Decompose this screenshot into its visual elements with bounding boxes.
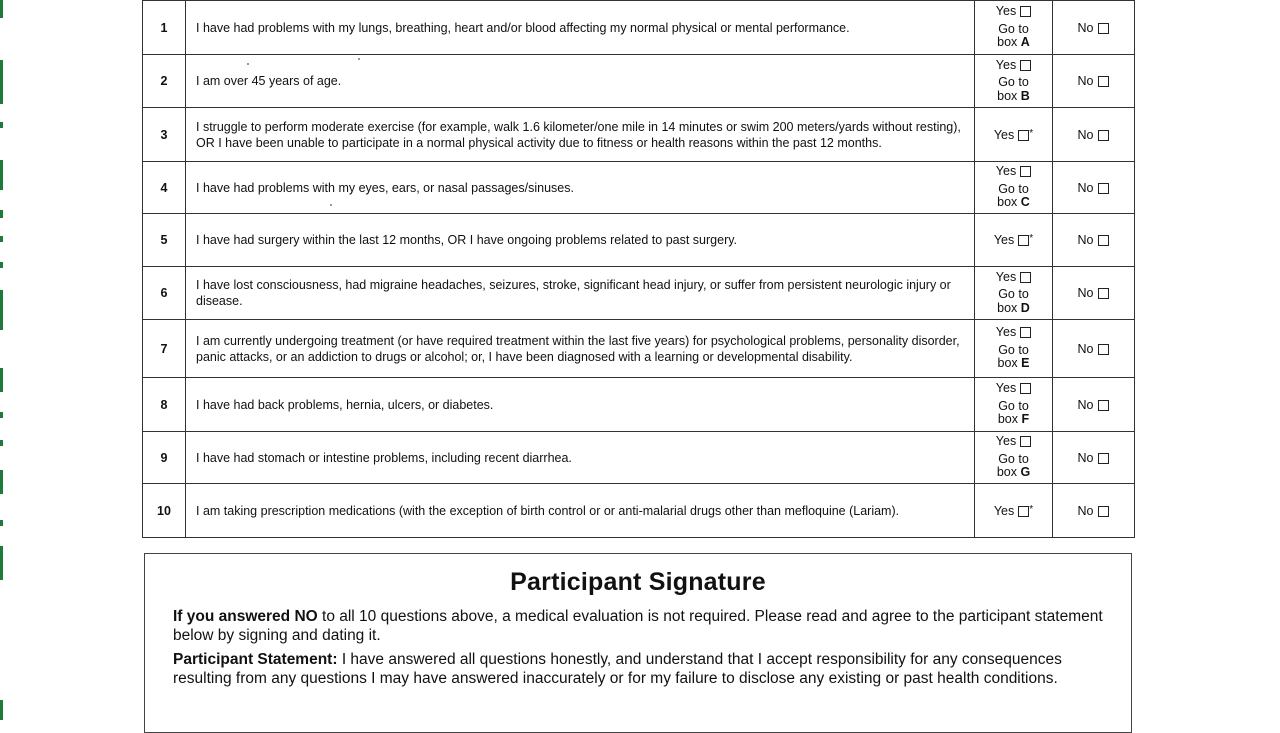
question-row [143, 1, 1135, 55]
yes-checkbox[interactable] [1018, 506, 1029, 517]
no-label: No [1077, 503, 1094, 518]
goto-box-letter: B [1020, 88, 1030, 103]
goto-instruction [997, 453, 1030, 480]
question-number: 6 [143, 267, 186, 320]
question-row [143, 378, 1135, 432]
yes-cell [975, 55, 1053, 108]
question-number: 5 [143, 214, 186, 267]
yes-label: Yes [995, 164, 1017, 179]
yes-cell [975, 320, 1053, 378]
goto-box-letter: D [1020, 300, 1030, 315]
question-text: I have had stomach or intestine problems, including recent diarrhea. [186, 432, 975, 484]
question-text: I have had surgery within the last 12 months, OR I have ongoing problems related to past surgery. [186, 214, 975, 267]
no-cell [1053, 214, 1135, 267]
goto-box-label: box [996, 465, 1017, 480]
question-text: I have had back problems, hernia, ulcers, or diabetes. [186, 378, 975, 432]
asterisk-note: * [1029, 503, 1034, 515]
question-text: I have had problems with my eyes, ears, or nasal passages/sinuses. [186, 162, 975, 214]
no-checkbox[interactable] [1098, 23, 1109, 34]
yes-cell [975, 162, 1053, 214]
yes-label: Yes [993, 503, 1015, 518]
question-row [143, 320, 1135, 378]
no-label: No [1077, 180, 1094, 195]
question-text: I struggle to perform moderate exercise (for example, walk 1.6 kilometer/one mile in 14 minutes or swim 200 meters/yards without resting), OR I have been unable to participate in a normal physical activity due to fitness or health reasons within the past 12 months. [186, 108, 975, 162]
goto-box-letter: C [1020, 195, 1030, 210]
no-label: No [1077, 233, 1094, 247]
question-number: 7 [143, 320, 186, 378]
goto-label: Go to [998, 342, 1029, 357]
no-checkbox[interactable] [1098, 453, 1109, 464]
goto-box-label: box [997, 356, 1018, 371]
no-label: No [1077, 341, 1094, 356]
goto-box-label: box [997, 300, 1018, 315]
goto-box-letter: A [1020, 35, 1030, 50]
question-number: 2 [143, 55, 186, 108]
asterisk-note: * [1029, 233, 1034, 244]
goto-instruction [997, 183, 1030, 210]
no-checkbox[interactable] [1098, 288, 1109, 299]
goto-box-letter: E [1021, 356, 1030, 371]
no-cell [1053, 1, 1135, 55]
question-row [143, 267, 1135, 320]
goto-box-label: box [997, 195, 1018, 210]
goto-label: Go to [998, 398, 1029, 413]
yes-checkbox[interactable] [1020, 327, 1031, 338]
question-number: 8 [143, 378, 186, 432]
goto-box-label: box [997, 412, 1019, 427]
goto-instruction [998, 344, 1030, 371]
yes-checkbox[interactable] [1018, 235, 1029, 246]
no-cell [1053, 432, 1135, 484]
question-row [143, 432, 1135, 484]
no-cell [1053, 55, 1135, 108]
yes-label: Yes [995, 57, 1017, 72]
yes-label: Yes [993, 127, 1015, 142]
goto-label: Go to [998, 451, 1029, 466]
goto-label: Go to [998, 181, 1029, 196]
yes-cell [975, 378, 1053, 432]
yes-label: Yes [995, 325, 1017, 340]
health-questions-table [142, 0, 1135, 538]
yes-label: Yes [993, 233, 1015, 247]
scan-speck [330, 204, 332, 206]
no-checkbox[interactable] [1098, 183, 1109, 194]
yes-cell [975, 432, 1053, 484]
scan-speck [247, 63, 249, 65]
question-row [143, 108, 1135, 162]
goto-box-label: box [997, 35, 1018, 50]
yes-cell [975, 108, 1053, 162]
no-cell [1053, 162, 1135, 214]
no-label: No [1077, 450, 1094, 465]
goto-box-label: box [997, 88, 1018, 103]
no-cell [1053, 484, 1135, 538]
no-label: No [1077, 397, 1094, 412]
no-checkbox[interactable] [1098, 235, 1109, 246]
question-number: 9 [143, 432, 186, 484]
yes-checkbox[interactable] [1018, 130, 1029, 141]
no-label: No [1077, 127, 1094, 142]
scan-edge-marks [0, 0, 4, 720]
question-row [143, 214, 1135, 267]
no-label: No [1077, 286, 1094, 300]
question-row [143, 162, 1135, 214]
goto-label: Go to [998, 287, 1029, 302]
goto-box-letter: G [1020, 465, 1031, 480]
goto-instruction [997, 288, 1030, 315]
no-label: No [1077, 74, 1094, 88]
no-checkbox[interactable] [1098, 130, 1109, 141]
no-cell [1053, 320, 1135, 378]
question-text: I am currently undergoing treatment (or have required treatment within the last five years) for psychological problems, personality disorder, panic attacks, or an addiction to drugs or alcohol; or, I have been diagnosed with a learning or developmental disability. [186, 320, 975, 378]
question-text: I have had problems with my lungs, breathing, heart and/or blood affecting my normal physical or mental performance. [186, 1, 975, 55]
yes-cell [975, 267, 1053, 320]
no-cell [1053, 267, 1135, 320]
yes-cell [975, 1, 1053, 55]
scan-speck [358, 58, 360, 60]
goto-instruction [997, 23, 1030, 50]
question-text: I have lost consciousness, had migraine headaches, seizures, stroke, significant head injury, or suffer from persistent neurologic injury or disease. [186, 267, 975, 320]
yes-checkbox[interactable] [1020, 60, 1031, 71]
yes-cell [975, 214, 1053, 267]
no-label: No [1077, 20, 1094, 35]
no-cell [1053, 108, 1135, 162]
question-number: 10 [143, 484, 186, 538]
yes-label: Yes [995, 434, 1017, 449]
no-checkbox[interactable] [1098, 76, 1109, 87]
yes-cell [975, 484, 1053, 538]
participant-statement: Participant Statement: I have answered all questions honestly, and understand that I accept responsibility for any consequences resulting from any questions I may have answered inaccurately or for my failure to disclose any existing or past health conditions. [173, 651, 1062, 687]
yes-checkbox[interactable] [1020, 166, 1031, 177]
yes-checkbox[interactable] [1020, 6, 1031, 17]
goto-label: Go to [998, 21, 1029, 36]
question-text: I am taking prescription medications (with the exception of birth control or or anti-malarial drugs other than mefloquine (Lariam). [186, 484, 975, 538]
yes-checkbox[interactable] [1020, 436, 1031, 447]
no-cell [1053, 378, 1135, 432]
question-text: I am over 45 years of age. [186, 55, 975, 108]
goto-instruction [998, 400, 1029, 427]
signature-title: Participant Signature [510, 568, 766, 596]
no-checkbox[interactable] [1098, 344, 1109, 355]
no-checkbox[interactable] [1098, 506, 1109, 517]
yes-checkbox[interactable] [1020, 383, 1031, 394]
goto-instruction [997, 76, 1030, 103]
asterisk-note: * [1029, 127, 1034, 139]
yes-label: Yes [995, 4, 1017, 19]
yes-label: Yes [995, 269, 1017, 284]
yes-label: Yes [995, 381, 1017, 396]
question-number: 3 [143, 108, 186, 162]
yes-checkbox[interactable] [1020, 272, 1031, 283]
question-number: 1 [143, 1, 186, 55]
participant-signature-section [144, 553, 1132, 733]
question-number: 4 [143, 162, 186, 214]
no-checkbox[interactable] [1098, 400, 1109, 411]
goto-box-letter: F [1021, 412, 1030, 427]
goto-label: Go to [998, 75, 1029, 90]
question-row [143, 55, 1135, 108]
question-row [143, 484, 1135, 538]
no-answer-instruction: If you answered NO to all 10 questions above, a medical evaluation is not required. Please read and agree to the participant statement below by signing and dating it. [173, 608, 1103, 644]
